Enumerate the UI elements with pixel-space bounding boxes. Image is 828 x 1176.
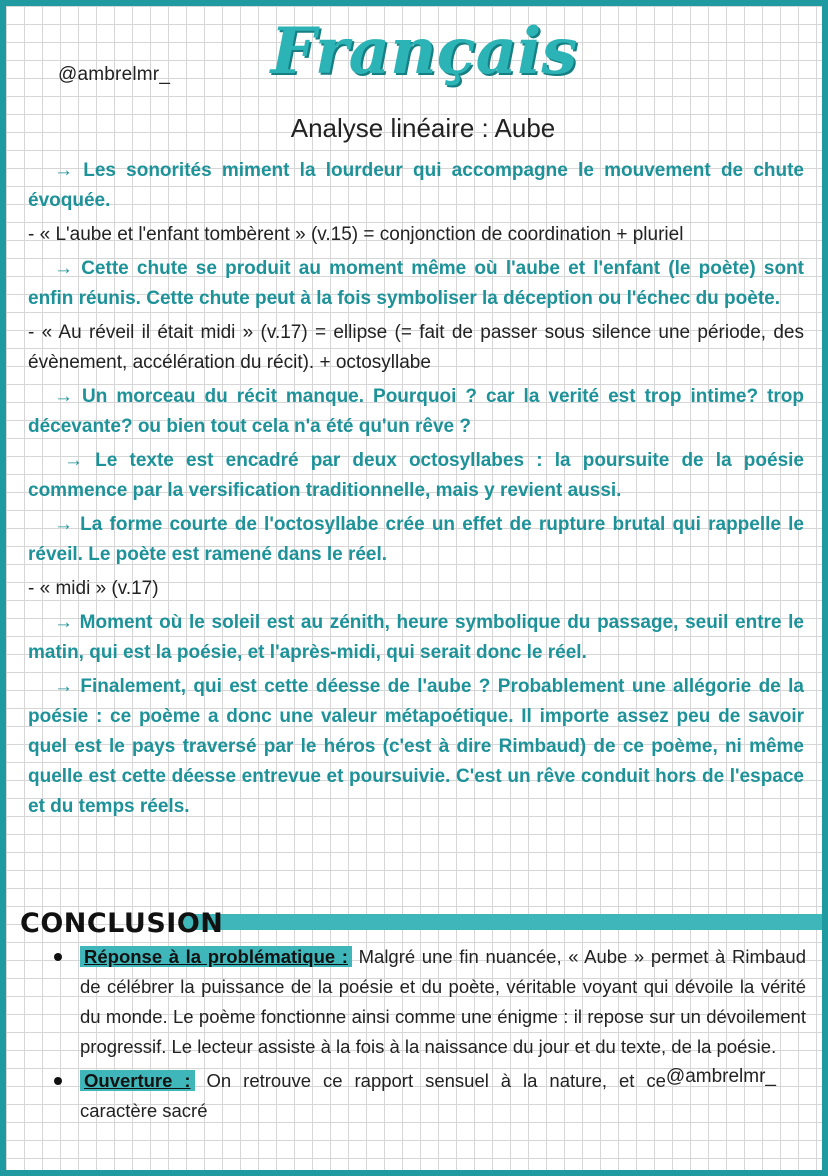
conclusion-item-text: Malgré une fin nuancée, « Aube » permet à Rimbaud de célébrer la puissance de la poésie et du poète, véritable voyant qui dévoile la vérité du monde. Le poème fonctionne ainsi comme une énigme : il repose sur un dévoilement progressif. Le lecteur assiste à la fois à la naissance du jour et du texte, de la poésie.	[80, 946, 807, 1057]
conclusion-item-text: On retrouve ce rapport sensuel à la nature, et ce caractère sacré	[80, 1070, 666, 1121]
conclusion-item-key: Réponse à la problématique :	[80, 946, 352, 967]
paragraph: → Cette chute se produit au moment même où l'aube et l'enfant (le poète) sont enfin réunis. Cette chute peut à la fois symboliser la déception ou l'échec du poète.	[28, 258, 804, 309]
paragraph: → La forme courte de l'octosyllabe crée un effet de rupture brutal qui rappelle le réveil. Le poète est ramené dans le réel.	[28, 514, 804, 565]
analysis-body	[28, 156, 804, 826]
conclusion-divider	[184, 914, 822, 930]
paragraph: → Le texte est encadré par deux octosyllabes : la poursuite de la poésie commence par la versification traditionnelle, mais y revient aussi.	[28, 450, 804, 501]
page-title: Français	[270, 14, 578, 89]
paragraph: - « L'aube et l'enfant tombèrent » (v.15) = conjonction de coordination + pluriel	[28, 224, 684, 245]
conclusion-item	[50, 1066, 806, 1126]
conclusion-header	[6, 908, 822, 938]
paragraph: → Les sonorités miment la lourdeur qui accompagne le mouvement de chute évoquée.	[28, 160, 804, 211]
page-subtitle: Analyse linéaire : Aube	[290, 113, 556, 143]
conclusion-item-key: Ouverture :	[80, 1070, 195, 1091]
paragraph: - « midi » (v.17)	[28, 578, 159, 599]
paragraph: → Moment où le soleil est au zénith, heure symbolique du passage, seuil entre le matin, qui est la poésie, et l'après-midi, qui serait donc le réel.	[28, 612, 804, 663]
author-handle: @ambrelmr_	[58, 64, 171, 85]
bullet-icon	[54, 953, 62, 961]
note-page	[6, 6, 822, 1170]
author-signature: @ambrelmr_	[665, 1066, 776, 1087]
bullet-icon	[54, 1077, 62, 1085]
paragraph: → Finalement, qui est cette déesse de l'aube ? Probablement une allégorie de la poésie : ce poème a donc une valeur métapoétique. Il importe assez peu de savoir quel est le pays traversé par le héros (c'est à dire Rimbaud) de ce poème, ni même quelle est cette déesse entrevue et poursuivie. C'est un rêve conduit hors de l'espace et du temps réels.	[28, 676, 804, 817]
paragraph: - « Au réveil il était midi » (v.17) = ellipse (= fait de passer sous silence une période, des évènement, accélération du récit). + octosyllabe	[28, 322, 804, 373]
conclusion-list	[50, 942, 806, 1130]
conclusion-heading: CONCLUSION	[20, 908, 224, 939]
paragraph: → Un morceau du récit manque. Pourquoi ? car la verité est trop intime? trop décevante? ou bien tout cela n'a été qu'un rêve ?	[28, 386, 804, 437]
